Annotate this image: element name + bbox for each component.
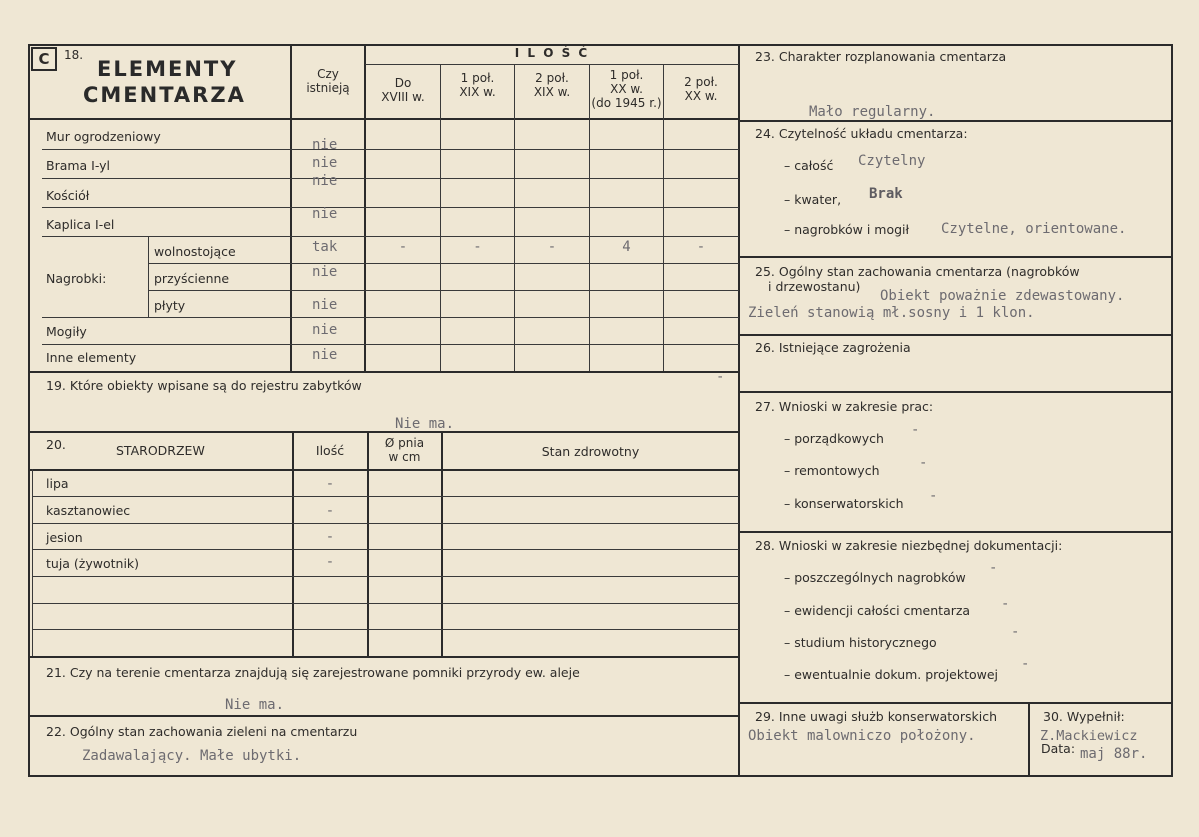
ilosc-subline bbox=[365, 64, 739, 65]
s19-bottom bbox=[28, 431, 739, 433]
s20-bottom bbox=[28, 656, 739, 658]
exists-kaplica: nie bbox=[312, 206, 338, 222]
row-label-kaplica: Kaplica I-el bbox=[46, 217, 115, 232]
row-label-mogily: Mogiły bbox=[46, 324, 87, 339]
s24-item-answer: Czytelny bbox=[858, 153, 926, 169]
s27-item-label: – remontowych bbox=[784, 463, 880, 478]
s26-question: 26. Istniejące zagrożenia bbox=[755, 340, 911, 355]
s30-question: 30. Wypełnił: bbox=[1043, 709, 1125, 724]
s22-question: 22. Ogólny stan zachowania zieleni na cmentarzu bbox=[46, 724, 358, 739]
s23-answer: Mało regularny. bbox=[809, 104, 936, 120]
value-1pol-xx: 4 bbox=[622, 239, 631, 255]
s20-row-line bbox=[32, 523, 739, 524]
tree-kasztanowiec: kasztanowiec bbox=[46, 503, 131, 518]
s20-row-line bbox=[32, 496, 739, 497]
s19-question: 19. Które obiekty wpisane są do rejestru zabytków bbox=[46, 378, 362, 393]
s20-vline-2 bbox=[367, 431, 369, 656]
exists-plyty: nie bbox=[312, 297, 338, 313]
s18-row-line bbox=[42, 344, 739, 345]
row-label-plyty: płyty bbox=[154, 298, 186, 313]
col-exists-header: Czy istnieją bbox=[306, 67, 350, 95]
s20-title: STARODRZEW bbox=[116, 443, 205, 458]
s27-item-answer: - bbox=[911, 422, 920, 438]
s18-vline-4 bbox=[514, 64, 515, 372]
s25-question-l2: i drzewostanu) bbox=[768, 279, 861, 294]
tree-tuja: tuja (żywotnik) bbox=[46, 556, 140, 571]
ilosc-header: I L O Ś Ć bbox=[514, 46, 590, 60]
row-label-kosciol: Kościół bbox=[46, 188, 90, 203]
s24-item-label: – nagrobków i mogił bbox=[784, 222, 910, 237]
exists-kosciol: nie bbox=[312, 173, 338, 189]
s30-filled-by: Z.Mackiewicz bbox=[1040, 728, 1138, 744]
s24-item-answer: Czytelne, orientowane. bbox=[941, 221, 1127, 237]
s24-question: 24. Czytelność układu cmentarza: bbox=[755, 126, 968, 141]
value-2pol-xx: - bbox=[696, 239, 706, 255]
s27-item-answer: - bbox=[929, 488, 938, 504]
s21-question: 21. Czy na terenie cmentarza znajdują się zarejestrowane pomniki przyrody ew. aleje bbox=[46, 665, 580, 680]
exists-inne: nie bbox=[312, 347, 338, 363]
s25-answer-l1: Obiekt poważnie zdewastowany. bbox=[880, 288, 1125, 304]
s20-number: 20. bbox=[46, 437, 66, 452]
value-xviii: - bbox=[398, 239, 408, 255]
s28-item-answer: - bbox=[989, 560, 998, 576]
s18-title-line2: CMENTARZA bbox=[83, 83, 246, 107]
s29-s30-divider bbox=[1028, 702, 1030, 777]
s18-number: 18. bbox=[64, 48, 84, 62]
s26-bottom bbox=[738, 391, 1173, 393]
exists-mogily: nie bbox=[312, 322, 338, 338]
col-header-1pol-xx: 1 poł. XX w. (do 1945 r.) bbox=[591, 68, 662, 110]
s25-question-l1: 25. Ogólny stan zachowania cmentarza (nagrobków bbox=[755, 264, 1080, 279]
col-header-1pol-xix: 1 poł. XIX w. bbox=[459, 71, 496, 99]
s20-col-diameter: Ø pnia w cm bbox=[384, 436, 425, 464]
s18-header-bottom bbox=[28, 118, 739, 120]
s21-answer: Nie ma. bbox=[225, 697, 285, 713]
s20-col-count: Ilość bbox=[315, 443, 345, 458]
col-header-2pol-xix: 2 poł. XIX w. bbox=[533, 71, 571, 99]
s20-left-inner bbox=[32, 469, 33, 656]
s24-item-answer: Brak bbox=[869, 186, 903, 202]
s22-answer: Zadawalający. Małe ubytki. bbox=[82, 748, 302, 764]
s30-date-label: Data: bbox=[1041, 741, 1076, 756]
s27-question: 27. Wnioski w zakresie prac: bbox=[755, 399, 934, 414]
s20-header-bottom bbox=[28, 469, 739, 471]
tree-lipa: lipa bbox=[46, 476, 69, 491]
exists-brama: nie bbox=[312, 155, 338, 171]
s28-item-answer: - bbox=[1001, 596, 1010, 612]
s21-bottom bbox=[28, 715, 739, 717]
s18-vline-3 bbox=[440, 64, 441, 372]
s28-question: 28. Wnioski w zakresie niezbędnej dokumentacji: bbox=[755, 538, 1063, 553]
tree-count-kasztanowiec: - bbox=[325, 503, 335, 519]
s18-row-line bbox=[42, 178, 739, 179]
s18-bottom bbox=[28, 371, 739, 373]
row-label-wolnostojace: wolnostojące bbox=[154, 244, 236, 259]
s18-row-line bbox=[42, 236, 739, 237]
s28-item-label: – studium historycznego bbox=[784, 635, 937, 650]
s19-mark: - bbox=[716, 369, 725, 385]
s23-question: 23. Charakter rozplanowania cmentarza bbox=[755, 49, 1007, 64]
tree-count-jesion: - bbox=[325, 529, 335, 545]
s18-vline-5 bbox=[589, 64, 590, 372]
column-divider bbox=[738, 44, 740, 777]
s20-row-line bbox=[32, 603, 739, 604]
s24-bottom bbox=[738, 256, 1173, 258]
col-header-2pol-xx: 2 poł. XX w. bbox=[684, 75, 718, 103]
s18-row-line bbox=[42, 207, 739, 208]
row-label-nagrobki: Nagrobki: bbox=[46, 271, 107, 286]
s18-row-line bbox=[148, 263, 739, 264]
exists-przyscienne: nie bbox=[312, 264, 338, 280]
s20-row-line bbox=[32, 576, 739, 577]
s18-row-line bbox=[148, 290, 739, 291]
s25-answer-l2: Zieleń stanowią mł.sosny i 1 klon. bbox=[748, 305, 1035, 321]
s30-date: maj 88r. bbox=[1080, 746, 1148, 762]
nagrobki-vline bbox=[148, 236, 149, 317]
s28-item-label: – ewidencji całości cmentarza bbox=[784, 603, 971, 618]
value-1pol-xix: - bbox=[473, 239, 482, 255]
exists-wolnostojace: tak bbox=[312, 239, 338, 255]
s23-bottom bbox=[738, 120, 1173, 122]
s28-item-label: – poszczególnych nagrobków bbox=[784, 570, 966, 585]
exists-mur: nie bbox=[312, 137, 338, 153]
row-label-inne: Inne elementy bbox=[46, 350, 137, 365]
s27-item-answer: - bbox=[919, 455, 928, 471]
s29-question: 29. Inne uwagi służb konserwatorskich bbox=[755, 709, 997, 724]
row-label-brama: Brama I-yl bbox=[46, 158, 111, 173]
s29-answer: Obiekt malowniczo położony. bbox=[748, 728, 976, 744]
s27-bottom bbox=[738, 531, 1173, 533]
s28-item-answer: - bbox=[1011, 624, 1020, 640]
s20-row-line bbox=[32, 629, 739, 630]
section-letter-box: C bbox=[31, 47, 57, 71]
s18-title-line1: ELEMENTY bbox=[97, 57, 238, 81]
s20-row-line bbox=[32, 549, 739, 550]
s25-bottom bbox=[738, 334, 1173, 336]
s27-item-label: – porządkowych bbox=[784, 431, 884, 446]
col-header-xviii: Do XVIII w. bbox=[381, 76, 425, 104]
s28-item-answer: - bbox=[1021, 656, 1030, 672]
s20-vline-3 bbox=[441, 431, 443, 656]
tree-count-tuja: - bbox=[325, 554, 335, 570]
tree-jesion: jesion bbox=[46, 530, 83, 545]
s28-item-label: – ewentualnie dokum. projektowej bbox=[784, 667, 999, 682]
s18-row-line bbox=[42, 317, 739, 318]
s18-vline-6 bbox=[663, 64, 664, 372]
s19-answer: Nie ma. bbox=[395, 416, 455, 432]
s27-item-label: – konserwatorskich bbox=[784, 496, 904, 511]
s28-bottom bbox=[738, 702, 1173, 704]
row-label-przyscienne: przyścienne bbox=[154, 271, 230, 286]
s24-item-label: – całość bbox=[784, 158, 834, 173]
s24-item-label: – kwater, bbox=[784, 192, 842, 207]
s18-row-line bbox=[42, 149, 739, 150]
tree-count-lipa: - bbox=[325, 476, 335, 492]
value-2pol-xix: - bbox=[547, 239, 557, 255]
row-label-mur: Mur ogrodzeniowy bbox=[46, 129, 161, 144]
s20-col-health: Stan zdrowotny bbox=[541, 444, 640, 459]
